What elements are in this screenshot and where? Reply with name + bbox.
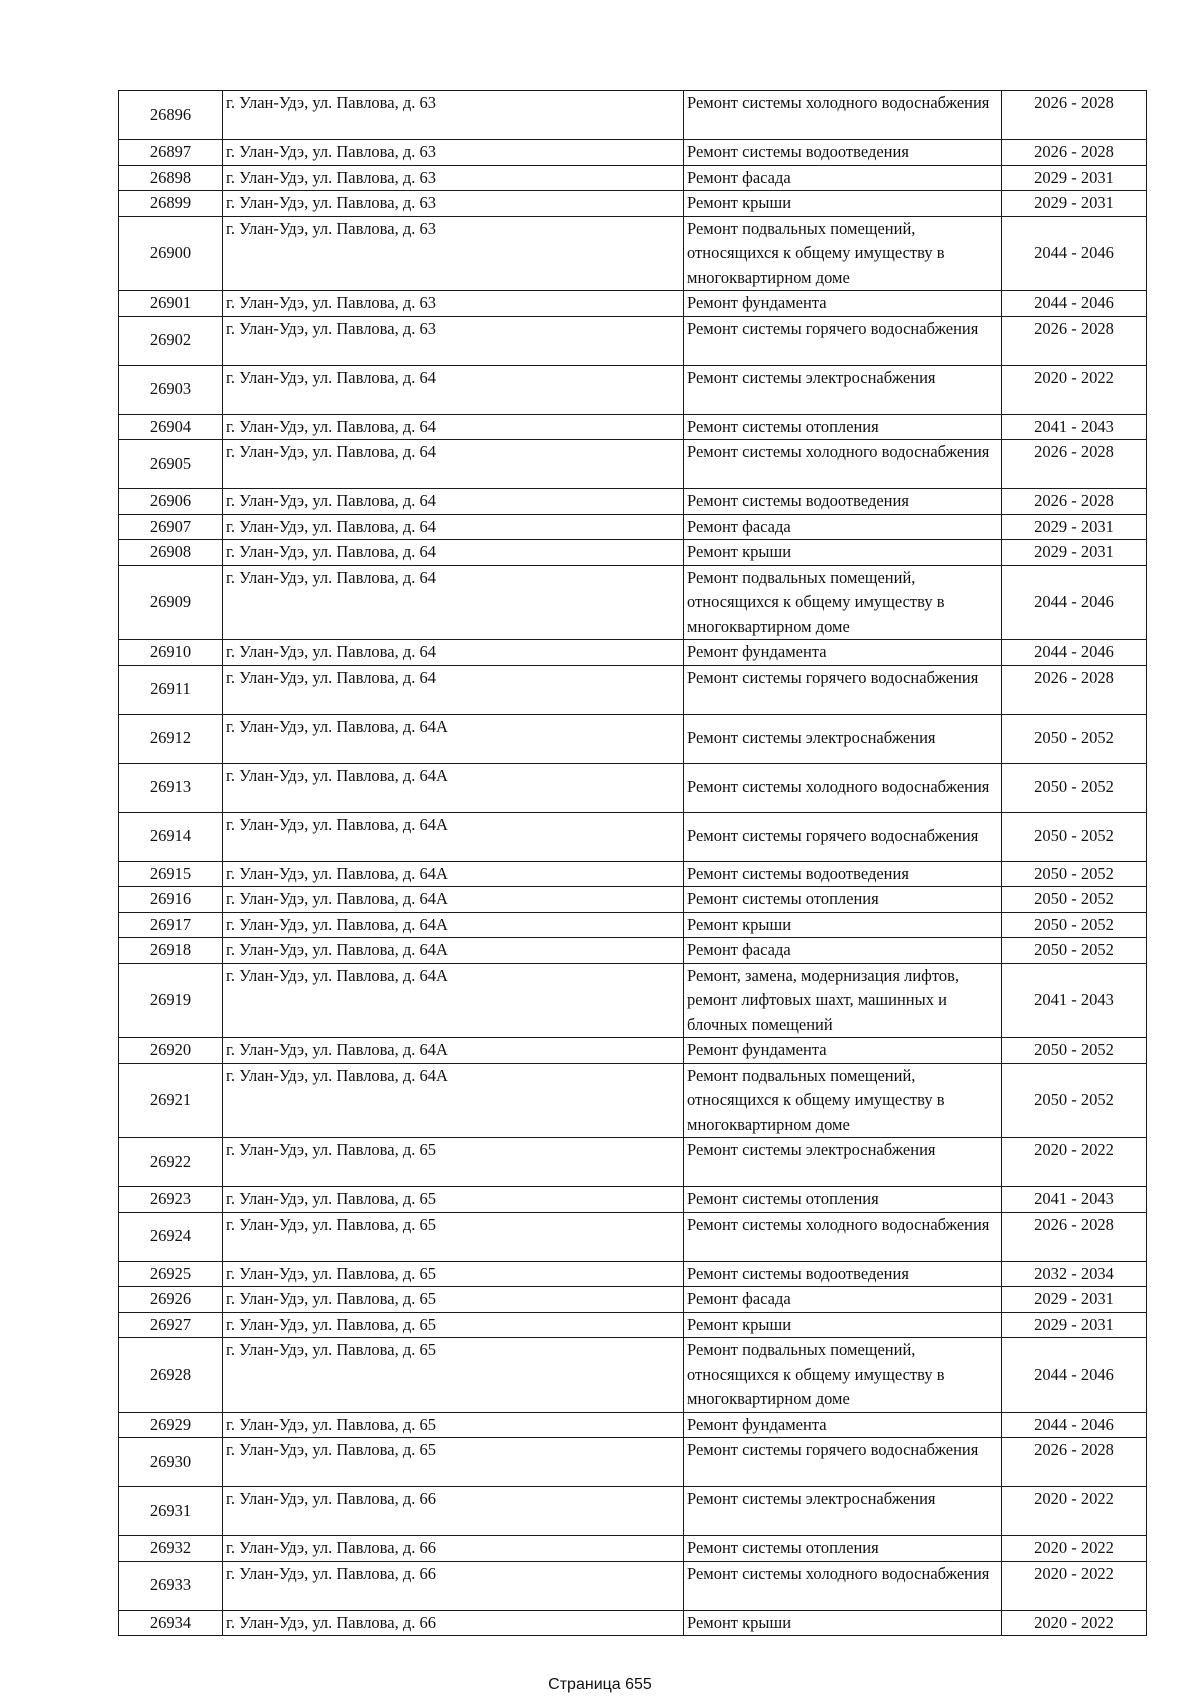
- page-footer: [0, 1676, 1200, 1694]
- row-period: 2044 - 2046: [1002, 565, 1147, 640]
- row-period: 2041 - 2043: [1002, 963, 1147, 1038]
- row-work-type: Ремонт системы горячего водоснабжения: [684, 665, 1002, 714]
- row-work-type: Ремонт системы холодного водоснабжения: [684, 440, 1002, 489]
- row-address: г. Улан-Удэ, ул. Павлова, д. 65: [223, 1138, 684, 1187]
- row-work-type: Ремонт фундамента: [684, 291, 1002, 317]
- row-period: 2044 - 2046: [1002, 216, 1147, 291]
- row-work-type: Ремонт подвальных помещений, относящихся к общему имуществу в многоквартирном доме: [684, 565, 1002, 640]
- table-row: [119, 1038, 1147, 1064]
- table-row: [119, 861, 1147, 887]
- page-number-label: Страница 655: [548, 1676, 652, 1693]
- row-number: 26898: [119, 165, 223, 191]
- row-address: г. Улан-Удэ, ул. Павлова, д. 63: [223, 291, 684, 317]
- row-number: 26910: [119, 640, 223, 666]
- row-period: 2029 - 2031: [1002, 514, 1147, 540]
- row-number: 26897: [119, 140, 223, 166]
- row-number: 26926: [119, 1287, 223, 1313]
- row-number: 26925: [119, 1261, 223, 1287]
- row-period: 2020 - 2022: [1002, 1561, 1147, 1610]
- row-period: 2032 - 2034: [1002, 1261, 1147, 1287]
- row-work-type: Ремонт фундамента: [684, 640, 1002, 666]
- row-address: г. Улан-Удэ, ул. Павлова, д. 64А: [223, 1063, 684, 1138]
- row-work-type: Ремонт системы отопления: [684, 887, 1002, 913]
- row-address: г. Улан-Удэ, ул. Павлова, д. 64А: [223, 714, 684, 763]
- row-work-type: Ремонт системы отопления: [684, 1536, 1002, 1562]
- table-row: [119, 640, 1147, 666]
- row-work-type: Ремонт системы отопления: [684, 414, 1002, 440]
- row-period: 2026 - 2028: [1002, 440, 1147, 489]
- row-address: г. Улан-Удэ, ул. Павлова, д. 64: [223, 640, 684, 666]
- row-number: 26901: [119, 291, 223, 317]
- row-period: 2026 - 2028: [1002, 1212, 1147, 1261]
- row-number: 26934: [119, 1610, 223, 1636]
- row-period: 2020 - 2022: [1002, 1610, 1147, 1636]
- row-address: г. Улан-Удэ, ул. Павлова, д. 65: [223, 1338, 684, 1413]
- row-number: 26900: [119, 216, 223, 291]
- row-work-type: Ремонт крыши: [684, 191, 1002, 217]
- row-number: 26914: [119, 812, 223, 861]
- row-period: 2044 - 2046: [1002, 640, 1147, 666]
- row-address: г. Улан-Удэ, ул. Павлова, д. 65: [223, 1212, 684, 1261]
- table-row: [119, 140, 1147, 166]
- row-address: г. Улан-Удэ, ул. Павлова, д. 63: [223, 216, 684, 291]
- row-work-type: Ремонт системы водоотведения: [684, 140, 1002, 166]
- row-period: 2050 - 2052: [1002, 1038, 1147, 1064]
- row-address: г. Улан-Удэ, ул. Павлова, д. 64: [223, 665, 684, 714]
- table-row: [119, 812, 1147, 861]
- row-work-type: Ремонт фундамента: [684, 1038, 1002, 1064]
- row-number: 26899: [119, 191, 223, 217]
- row-period: 2026 - 2028: [1002, 91, 1147, 140]
- row-work-type: Ремонт фасада: [684, 165, 1002, 191]
- row-number: 26932: [119, 1536, 223, 1562]
- row-number: 26920: [119, 1038, 223, 1064]
- row-work-type: Ремонт системы горячего водоснабжения: [684, 812, 1002, 861]
- table-row: [119, 414, 1147, 440]
- table-row: [119, 1412, 1147, 1438]
- row-work-type: Ремонт системы водоотведения: [684, 861, 1002, 887]
- row-number: 26902: [119, 316, 223, 365]
- row-address: г. Улан-Удэ, ул. Павлова, д. 64: [223, 540, 684, 566]
- row-number: 26933: [119, 1561, 223, 1610]
- row-address: г. Улан-Удэ, ул. Павлова, д. 65: [223, 1261, 684, 1287]
- row-number: 26908: [119, 540, 223, 566]
- row-period: 2050 - 2052: [1002, 714, 1147, 763]
- row-address: г. Улан-Удэ, ул. Павлова, д. 65: [223, 1438, 684, 1487]
- table-row: [119, 1487, 1147, 1536]
- table-row: [119, 1610, 1147, 1636]
- row-work-type: Ремонт системы холодного водоснабжения: [684, 763, 1002, 812]
- row-number: 26929: [119, 1412, 223, 1438]
- row-number: 26921: [119, 1063, 223, 1138]
- row-address: г. Улан-Удэ, ул. Павлова, д. 65: [223, 1412, 684, 1438]
- table-row: [119, 191, 1147, 217]
- row-number: 26928: [119, 1338, 223, 1413]
- table-row: [119, 1063, 1147, 1138]
- row-period: 2026 - 2028: [1002, 140, 1147, 166]
- table-row: [119, 1312, 1147, 1338]
- row-period: 2044 - 2046: [1002, 291, 1147, 317]
- row-address: г. Улан-Удэ, ул. Павлова, д. 64А: [223, 763, 684, 812]
- row-number: 26904: [119, 414, 223, 440]
- row-number: 26913: [119, 763, 223, 812]
- table-row: [119, 1138, 1147, 1187]
- row-number: 26922: [119, 1138, 223, 1187]
- row-work-type: Ремонт подвальных помещений, относящихся к общему имуществу в многоквартирном доме: [684, 216, 1002, 291]
- table-row: [119, 1536, 1147, 1562]
- row-period: 2029 - 2031: [1002, 165, 1147, 191]
- row-period: 2026 - 2028: [1002, 316, 1147, 365]
- table-row: [119, 1212, 1147, 1261]
- row-address: г. Улан-Удэ, ул. Павлова, д. 66: [223, 1536, 684, 1562]
- row-number: 26931: [119, 1487, 223, 1536]
- row-period: 2041 - 2043: [1002, 414, 1147, 440]
- row-address: г. Улан-Удэ, ул. Павлова, д. 64: [223, 565, 684, 640]
- table-row: [119, 665, 1147, 714]
- row-number: 26916: [119, 887, 223, 913]
- row-work-type: Ремонт фундамента: [684, 1412, 1002, 1438]
- row-period: 2026 - 2028: [1002, 665, 1147, 714]
- row-address: г. Улан-Удэ, ул. Павлова, д. 64: [223, 365, 684, 414]
- table-row: [119, 1338, 1147, 1413]
- row-period: 2020 - 2022: [1002, 1487, 1147, 1536]
- table-row: [119, 887, 1147, 913]
- table-row: [119, 963, 1147, 1038]
- row-work-type: Ремонт системы электроснабжения: [684, 1138, 1002, 1187]
- row-address: г. Улан-Удэ, ул. Павлова, д. 66: [223, 1561, 684, 1610]
- row-work-type: Ремонт системы отопления: [684, 1187, 1002, 1213]
- row-address: г. Улан-Удэ, ул. Павлова, д. 64: [223, 440, 684, 489]
- row-work-type: Ремонт, замена, модернизация лифтов, ремонт лифтовых шахт, машинных и блочных помещений: [684, 963, 1002, 1038]
- row-address: г. Улан-Удэ, ул. Павлова, д. 63: [223, 140, 684, 166]
- row-work-type: Ремонт системы водоотведения: [684, 1261, 1002, 1287]
- row-work-type: Ремонт крыши: [684, 540, 1002, 566]
- row-work-type: Ремонт фасада: [684, 514, 1002, 540]
- row-number: 26911: [119, 665, 223, 714]
- row-work-type: Ремонт системы холодного водоснабжения: [684, 91, 1002, 140]
- row-address: г. Улан-Удэ, ул. Павлова, д. 65: [223, 1312, 684, 1338]
- row-work-type: Ремонт системы холодного водоснабжения: [684, 1561, 1002, 1610]
- row-address: г. Улан-Удэ, ул. Павлова, д. 63: [223, 91, 684, 140]
- row-work-type: Ремонт фасада: [684, 938, 1002, 964]
- row-work-type: Ремонт крыши: [684, 912, 1002, 938]
- table-row: [119, 912, 1147, 938]
- row-address: г. Улан-Удэ, ул. Павлова, д. 64А: [223, 963, 684, 1038]
- table-row: [119, 1261, 1147, 1287]
- table-row: [119, 938, 1147, 964]
- row-number: 26909: [119, 565, 223, 640]
- row-work-type: Ремонт системы электроснабжения: [684, 714, 1002, 763]
- row-address: г. Улан-Удэ, ул. Павлова, д. 64А: [223, 1038, 684, 1064]
- table-row: [119, 316, 1147, 365]
- row-work-type: Ремонт подвальных помещений, относящихся к общему имуществу в многоквартирном доме: [684, 1338, 1002, 1413]
- row-period: 2020 - 2022: [1002, 1536, 1147, 1562]
- table-body: [119, 91, 1147, 1636]
- row-number: 26905: [119, 440, 223, 489]
- row-period: 2050 - 2052: [1002, 1063, 1147, 1138]
- row-period: 2026 - 2028: [1002, 1438, 1147, 1487]
- row-period: 2044 - 2046: [1002, 1338, 1147, 1413]
- row-number: 26915: [119, 861, 223, 887]
- row-period: 2029 - 2031: [1002, 1312, 1147, 1338]
- row-work-type: Ремонт системы электроснабжения: [684, 1487, 1002, 1536]
- table-row: [119, 1187, 1147, 1213]
- row-period: 2050 - 2052: [1002, 763, 1147, 812]
- table-row: [119, 540, 1147, 566]
- row-period: 2044 - 2046: [1002, 1412, 1147, 1438]
- row-number: 26912: [119, 714, 223, 763]
- row-number: 26927: [119, 1312, 223, 1338]
- row-address: г. Улан-Удэ, ул. Павлова, д. 63: [223, 316, 684, 365]
- row-period: 2050 - 2052: [1002, 887, 1147, 913]
- table-row: [119, 489, 1147, 515]
- row-period: 2026 - 2028: [1002, 489, 1147, 515]
- row-address: г. Улан-Удэ, ул. Павлова, д. 63: [223, 165, 684, 191]
- row-number: 26930: [119, 1438, 223, 1487]
- row-period: 2029 - 2031: [1002, 540, 1147, 566]
- table-row: [119, 514, 1147, 540]
- row-number: 26907: [119, 514, 223, 540]
- row-period: 2041 - 2043: [1002, 1187, 1147, 1213]
- table-row: [119, 91, 1147, 140]
- row-number: 26906: [119, 489, 223, 515]
- row-period: 2020 - 2022: [1002, 1138, 1147, 1187]
- row-address: г. Улан-Удэ, ул. Павлова, д. 63: [223, 191, 684, 217]
- row-address: г. Улан-Удэ, ул. Павлова, д. 64: [223, 414, 684, 440]
- row-number: 26917: [119, 912, 223, 938]
- row-period: 2029 - 2031: [1002, 1287, 1147, 1313]
- row-address: г. Улан-Удэ, ул. Павлова, д. 64А: [223, 938, 684, 964]
- table-row: [119, 1438, 1147, 1487]
- row-period: 2050 - 2052: [1002, 861, 1147, 887]
- row-address: г. Улан-Удэ, ул. Павлова, д. 64А: [223, 912, 684, 938]
- row-address: г. Улан-Удэ, ул. Павлова, д. 64: [223, 514, 684, 540]
- row-work-type: Ремонт системы водоотведения: [684, 489, 1002, 515]
- row-address: г. Улан-Удэ, ул. Павлова, д. 65: [223, 1187, 684, 1213]
- row-work-type: Ремонт системы горячего водоснабжения: [684, 1438, 1002, 1487]
- row-number: 26896: [119, 91, 223, 140]
- row-number: 26924: [119, 1212, 223, 1261]
- row-number: 26903: [119, 365, 223, 414]
- table-row: [119, 1561, 1147, 1610]
- row-work-type: Ремонт подвальных помещений, относящихся к общему имуществу в многоквартирном доме: [684, 1063, 1002, 1138]
- row-address: г. Улан-Удэ, ул. Павлова, д. 64: [223, 489, 684, 515]
- table-row: [119, 291, 1147, 317]
- row-period: 2029 - 2031: [1002, 191, 1147, 217]
- work-schedule-table: [118, 90, 1147, 1636]
- table-row: [119, 763, 1147, 812]
- row-work-type: Ремонт крыши: [684, 1312, 1002, 1338]
- row-work-type: Ремонт системы горячего водоснабжения: [684, 316, 1002, 365]
- row-number: 26919: [119, 963, 223, 1038]
- table-row: [119, 216, 1147, 291]
- row-address: г. Улан-Удэ, ул. Павлова, д. 66: [223, 1610, 684, 1636]
- row-work-type: Ремонт системы электроснабжения: [684, 365, 1002, 414]
- row-period: 2050 - 2052: [1002, 938, 1147, 964]
- table-row: [119, 365, 1147, 414]
- row-address: г. Улан-Удэ, ул. Павлова, д. 64А: [223, 812, 684, 861]
- row-address: г. Улан-Удэ, ул. Павлова, д. 64А: [223, 887, 684, 913]
- row-address: г. Улан-Удэ, ул. Павлова, д. 66: [223, 1487, 684, 1536]
- row-number: 26923: [119, 1187, 223, 1213]
- row-address: г. Улан-Удэ, ул. Павлова, д. 65: [223, 1287, 684, 1313]
- table-row: [119, 714, 1147, 763]
- row-work-type: Ремонт фасада: [684, 1287, 1002, 1313]
- row-address: г. Улан-Удэ, ул. Павлова, д. 64А: [223, 861, 684, 887]
- row-work-type: Ремонт системы холодного водоснабжения: [684, 1212, 1002, 1261]
- row-number: 26918: [119, 938, 223, 964]
- table-row: [119, 565, 1147, 640]
- table-row: [119, 440, 1147, 489]
- row-period: 2050 - 2052: [1002, 912, 1147, 938]
- table-row: [119, 165, 1147, 191]
- table-row: [119, 1287, 1147, 1313]
- row-period: 2050 - 2052: [1002, 812, 1147, 861]
- row-period: 2020 - 2022: [1002, 365, 1147, 414]
- row-work-type: Ремонт крыши: [684, 1610, 1002, 1636]
